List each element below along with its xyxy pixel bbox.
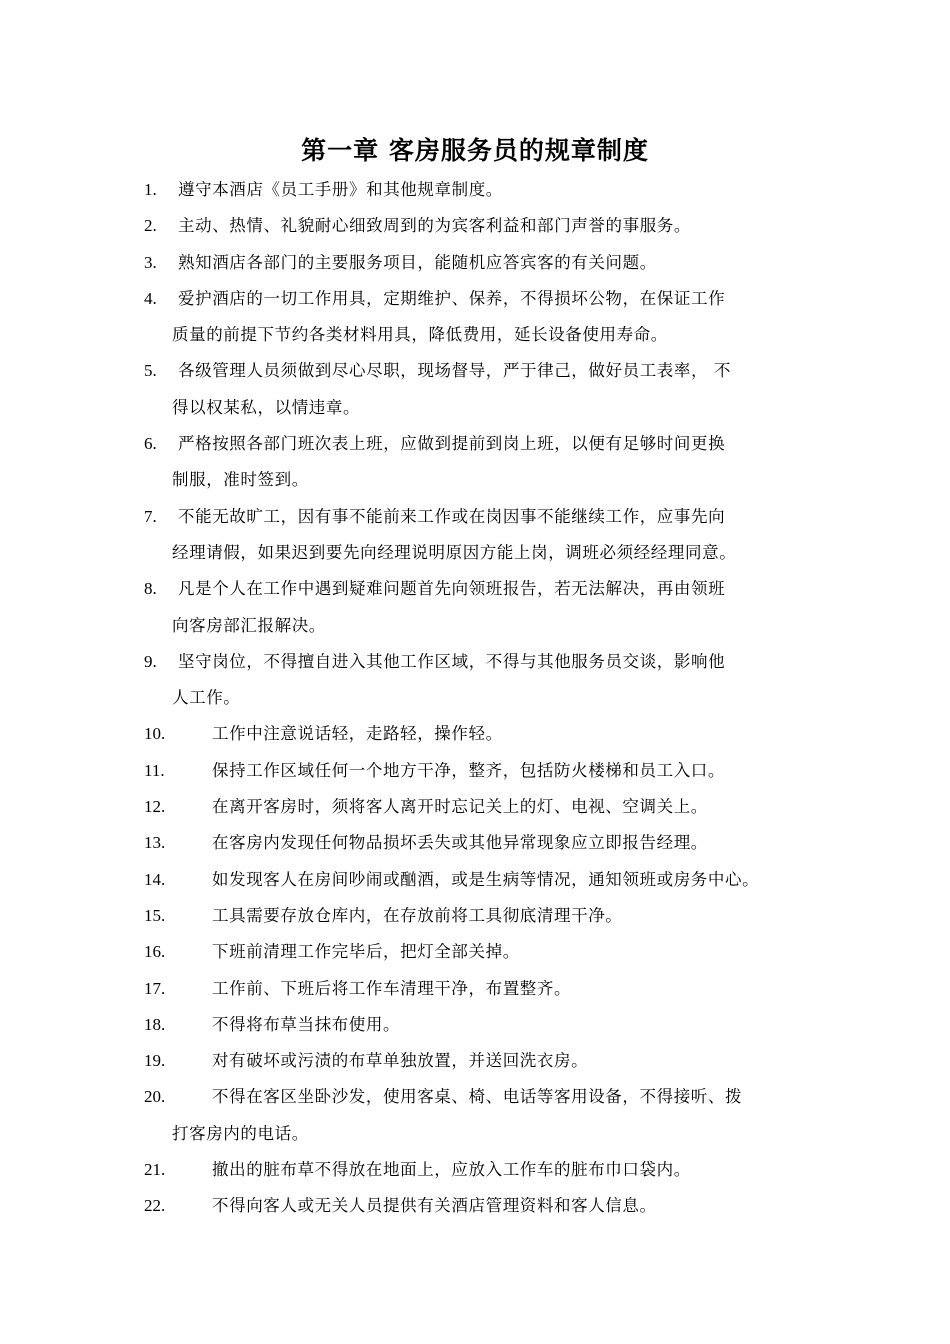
rule-text [144, 644, 834, 717]
rule-text-line: 撤出的脏布草不得放在地面上，应放入工作车的脏布巾口袋内。 [212, 1160, 691, 1180]
rule-text-line: 爱护酒店的一切工作用具，定期维护、保养，不得损坏公物，在保证工作 [178, 288, 726, 308]
rule-text [144, 825, 834, 861]
rule-number: 20. [144, 1087, 166, 1107]
rule-number: 7. [144, 506, 157, 526]
rule-text [144, 571, 834, 644]
rule-number: 21. [144, 1160, 166, 1180]
rule-number: 18. [144, 1014, 166, 1034]
rule-text [144, 862, 834, 898]
rule-text [144, 1043, 834, 1079]
rule-text-line: 下班前清理工作完毕后，把灯全部关掉。 [212, 942, 520, 962]
rule-text-line: 在客房内发现任何物品损坏丢失或其他异常现象应立即报告经理。 [212, 833, 708, 853]
rule-text-line: 经理请假，如果迟到要先向经理说明原因方能上岗，调班必须经经理同意。 [172, 542, 737, 562]
rule-item [144, 898, 834, 934]
rule-item [144, 934, 834, 970]
rule-text [144, 353, 834, 426]
rule-text-line: 在离开客房时，须将客人离开时忘记关上的灯、电视、空调关上。 [212, 797, 708, 817]
rule-item [144, 208, 834, 244]
rule-text-line: 遵守本酒店《员工手册》和其他规章制度。 [178, 180, 503, 199]
rule-item [144, 499, 834, 572]
rule-text [144, 716, 834, 752]
rule-text-line: 工具需要存放仓库内，在存放前将工具彻底清理干净。 [212, 905, 623, 925]
rule-text-line: 不得将布草当抹布使用。 [212, 1014, 401, 1034]
rule-text-line: 对有破坏或污渍的布草单独放置，并送回洗衣房。 [212, 1051, 589, 1071]
rule-text-line: 主动、热情、礼貌耐心细致周到的为宾客利益和部门声誉的事服务。 [178, 216, 691, 236]
rule-text [144, 971, 834, 1007]
rule-number: 9. [144, 651, 157, 671]
rule-text-line: 工作前、下班后将工作车清理干净，布置整齐。 [212, 978, 572, 998]
rule-item [144, 1043, 834, 1079]
rule-item [144, 1079, 834, 1152]
chapter-title: 第一章 客房服务员的规章制度 [301, 136, 649, 165]
rule-item [144, 825, 834, 861]
rule-text-line: 不能无故旷工，因有事不能前来工作或在岗因事不能继续工作，应事先向 [178, 506, 726, 526]
rule-text-line: 得以权某私，以情违章。 [172, 397, 361, 417]
rule-text-line: 不得向客人或无关人员提供有关酒店管理资料和客人信息。 [212, 1196, 657, 1216]
rule-text-line: 不得在客区坐卧沙发，使用客桌、椅、电话等客用设备，不得接听、拨 [212, 1087, 743, 1107]
rule-text-line: 打客房内的电话。 [172, 1123, 309, 1143]
rule-text-line: 熟知酒店各部门的主要服务项目，能随机应答宾客的有关问题。 [178, 252, 657, 272]
rule-text-line: 向客房部汇报解决。 [172, 615, 326, 635]
rule-text [144, 245, 834, 281]
rule-item [144, 789, 834, 825]
rules-list [144, 172, 834, 1225]
rule-item [144, 353, 834, 426]
rule-item [144, 1188, 834, 1224]
rule-number: 3. [144, 252, 157, 272]
rule-number: 19. [144, 1051, 166, 1071]
rule-number: 12. [144, 797, 166, 817]
rule-text [144, 753, 834, 789]
rule-number: 14. [144, 869, 166, 889]
rule-number: 13. [144, 833, 166, 853]
rule-number: 5. [144, 361, 157, 381]
rule-number: 2. [144, 216, 157, 236]
rule-item [144, 644, 834, 717]
rule-text-line: 各级管理人员须做到尽心尽职，现场督导，严于律己，做好员工表率， 不 [178, 361, 732, 381]
rule-text-line: 质量的前提下节约各类材料用具，降低费用，延长设备使用寿命。 [172, 325, 668, 345]
rule-number: 6. [144, 434, 157, 454]
rule-item [144, 716, 834, 752]
rule-text [144, 789, 834, 825]
rule-text [144, 281, 834, 354]
rule-number: 11. [144, 760, 165, 780]
rule-text-line: 保持工作区域任何一个地方干净，整齐，包括防火楼梯和员工入口。 [212, 760, 725, 780]
rule-number: 16. [144, 942, 166, 962]
rule-number: 17. [144, 978, 166, 998]
rule-item [144, 426, 834, 499]
rule-text-line: 工作中注意说话轻，走路轻，操作轻。 [212, 724, 503, 744]
rule-item [144, 971, 834, 1007]
rule-text [144, 208, 834, 244]
rule-item [144, 1007, 834, 1043]
rule-text-line: 制服，准时签到。 [172, 470, 309, 490]
rule-text [144, 426, 834, 499]
rule-text [144, 1079, 834, 1152]
rule-text-line: 严格按照各部门班次表上班，应做到提前到岗上班，以便有足够时间更换 [178, 434, 726, 454]
rule-number: 1. [144, 180, 157, 199]
rule-item [144, 245, 834, 281]
rule-number: 10. [144, 724, 166, 744]
rule-number: 15. [144, 905, 166, 925]
rule-item [144, 281, 834, 354]
rule-item [144, 172, 834, 208]
rule-text [144, 1152, 834, 1188]
rule-text [144, 898, 834, 934]
rule-text-line: 凡是个人在工作中遇到疑难问题首先向领班报告，若无法解决，再由领班 [178, 579, 726, 599]
rule-number: 22. [144, 1196, 166, 1216]
rule-number: 4. [144, 288, 157, 308]
rule-text [144, 934, 834, 970]
rule-text [144, 499, 834, 572]
rule-item [144, 862, 834, 898]
rule-text-line: 坚守岗位，不得擅自进入其他工作区域，不得与其他服务员交谈，影响他 [178, 651, 726, 671]
rule-text [144, 172, 834, 208]
rule-text-line: 如发现客人在房间吵闹或酗酒，或是生病等情况，通知领班或房务中心。 [212, 869, 760, 889]
rule-text [144, 1188, 834, 1224]
rule-item [144, 571, 834, 644]
rule-item [144, 753, 834, 789]
rule-text-line: 人工作。 [172, 688, 241, 708]
rule-item [144, 1152, 834, 1188]
rule-text [144, 1007, 834, 1043]
rule-number: 8. [144, 579, 157, 599]
